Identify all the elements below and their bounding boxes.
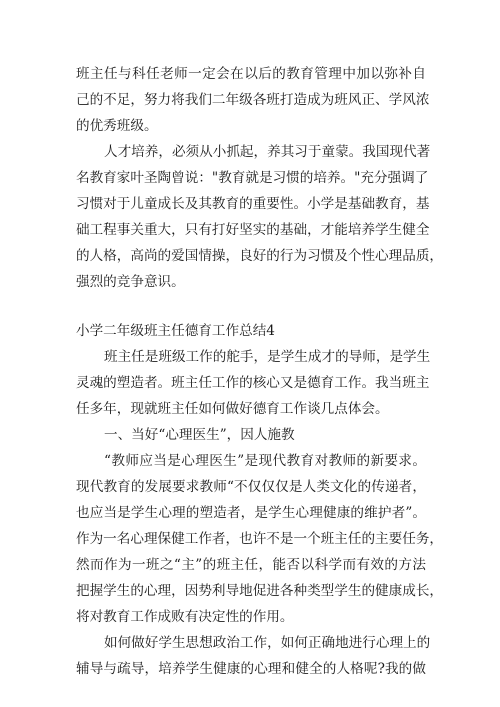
paragraph-line: 然而作为一班之“主”的班主任，能否以科学而有效的方法 xyxy=(76,557,426,573)
section-heading: 小学二年级班主任德育工作总结4 xyxy=(76,323,275,339)
paragraph-line: 强烈的竞争意识。 xyxy=(76,274,185,290)
paragraph-line: 作为一名心理保健工作者，也许不是一个班主任的主要任务， xyxy=(76,531,444,547)
paragraph-line: 把握学生的心理，因势利导地促进各种类型学生的健康成长， xyxy=(76,583,444,599)
paragraph-line: 辅导与疏导，培养学生健康的心理和健全的人格呢?我的做 xyxy=(76,661,426,677)
paragraph-line: 现代教育的发展要求教师“不仅仅仅是人类文化的传递者， xyxy=(76,479,426,495)
paragraph-line: 如何做好学生思想政治工作，如何正确地进行心理上的 xyxy=(104,635,431,651)
paragraph-line: 人才培养，必须从小抓起，养其习于童蒙。我国现代著 xyxy=(104,144,431,160)
paragraph-line: 习惯对于儿童成长及其教育的重要性。小学是基础教育，基 xyxy=(76,196,430,212)
paragraph-line: 班主任是班级工作的舵手，是学生成才的导师，是学生 xyxy=(104,349,431,365)
paragraph-line: 任多年，现就班主任如何做好德育工作谈几点体会。 xyxy=(76,401,389,417)
paragraph-line: 名教育家叶圣陶曾说："教育就是习惯的培养。"充分强调了 xyxy=(76,170,429,186)
paragraph-line: 将对教育工作成败有决定性的作用。 xyxy=(76,609,294,625)
subsection-heading: 一、当好“心理医生”，因人施教 xyxy=(104,427,295,443)
paragraph-line: “教师应当是心理医生”是现代教育对教师的新要求。 xyxy=(104,453,426,469)
paragraph-line: 的人格，高尚的爱国情操，良好的行为习惯及个性心理品质， xyxy=(76,248,444,264)
paragraph-line: 灵魂的塑造者。班主任工作的核心又是德育工作。我当班主 xyxy=(76,375,430,391)
paragraph-line: 己的不足，努力将我们二年级各班打造成为班风正、学风浓 xyxy=(76,92,430,108)
paragraph-line: 的优秀班级。 xyxy=(76,118,158,134)
paragraph-line: 础工程事关重大，只有打好坚实的基础，才能培养学生健全 xyxy=(76,222,430,238)
paragraph-line: 也应当是学生心理的塑造者，是学生心理健康的维护者”。 xyxy=(76,505,426,521)
paragraph-line: 班主任与科任老师一定会在以后的教育管理中加以弥补自 xyxy=(76,66,426,82)
